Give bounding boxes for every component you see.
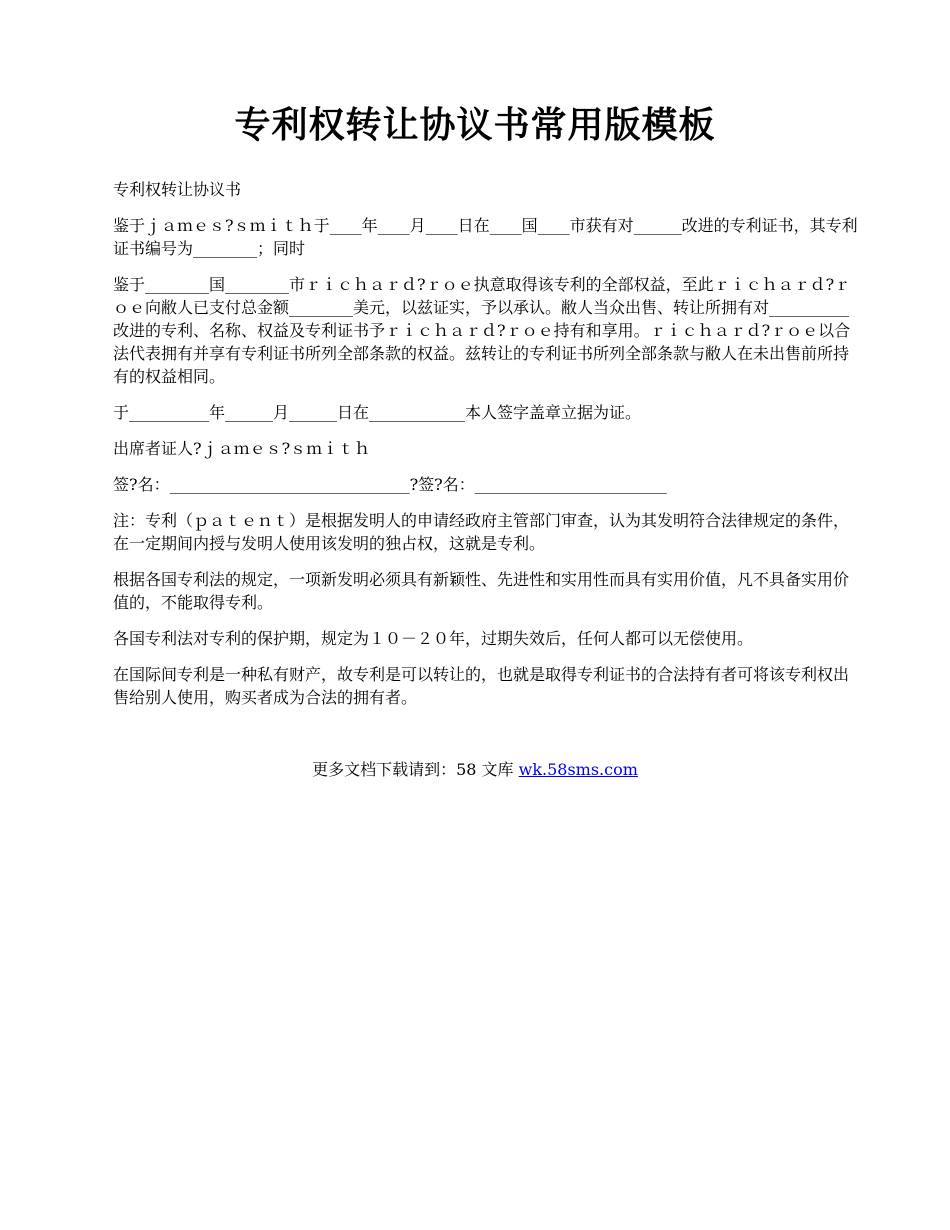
footer-text: 更多文档下载请到：58 文库 [312, 760, 519, 779]
recital-paragraph-1: 鉴于ｊａｍｅｓ?ｓｍｉｔｈ于____年____月____日在____国____市获有对______改进的专利证书，其专利证书编号为________；同时 [113, 216, 858, 258]
document-body [113, 178, 858, 722]
law-paragraph: 根据各国专利法的规定，一项新发明必须具有新颖性、先进性和实用性而具有实用价值，凡不具备实用价值的，不能取得专利。 [113, 570, 850, 612]
document-title: 专利权转让协议书常用版模板 [234, 105, 716, 146]
subtitle-paragraph: 专利权转让协议书 [113, 180, 242, 199]
footer [0, 758, 950, 781]
recital-paragraph-2: 鉴于________国________市ｒｉｃｈａｒｄ?ｒｏｅ执意取得该专利的全部权益，至此ｒｉｃｈａｒｄ?ｒｏｅ向敝人已支付总金额________美元，以兹证实，予以承认。敝人当众出售、转让所拥有对__________改进的专利、名称、权益及专利证书予ｒｉｃｈａｒｄ?ｒｏｅ持有和享用。ｒｉｃｈａｒｄ?ｒｏｅ以合法代表拥有并享有专利证书所列全部条款的权益。兹转让的专利证书所列全部条款与敝人在未出售前所持有的权益相同。 [113, 275, 851, 386]
date-place-paragraph: 于__________年______月______日在____________本人签字盖章立据为证。 [113, 403, 642, 422]
transfer-paragraph: 在国际间专利是一种私有财产，故专利是可以转让的，也就是取得专利证书的合法持有者可将该专利权出售给别人使用，购买者成为合法的拥有者。 [113, 665, 850, 707]
footer-link[interactable]: wk.58sms.com [518, 760, 638, 779]
protection-period-paragraph: 各国专利法对专利的保护期，规定为１０－２０年，过期失效后，任何人都可以无偿使用。 [113, 629, 754, 648]
note-paragraph: 注：专利（ｐａｔｅｎｔ）是根据发明人的申请经政府主管部门审查，认为其发明符合法律规定的条件，在一定期间内授与发明人使用该发明的独占权，这就是专利。 [113, 511, 850, 553]
witness-paragraph: 出席者证人?ｊａｍｅｓ?ｓｍｉｔｈ [113, 439, 371, 458]
signature-line: 签?名：______________________________?签?名：________________________ [113, 475, 667, 494]
